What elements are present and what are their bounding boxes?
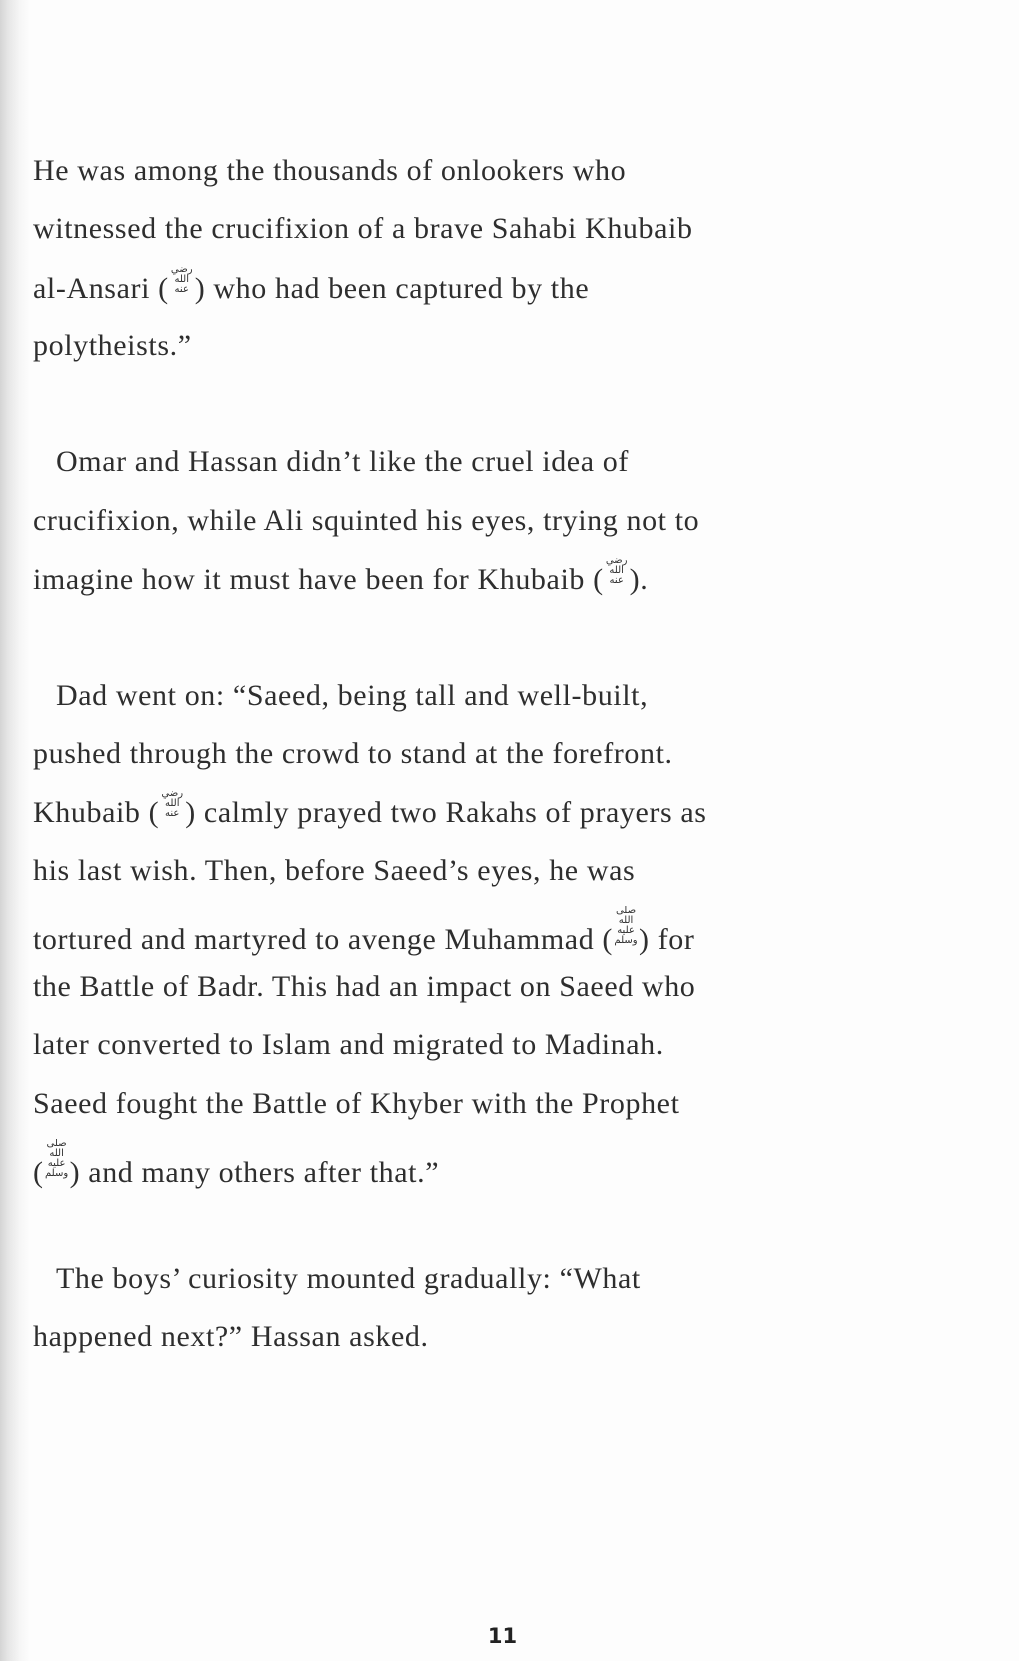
- line-text: Omar and Hassan didn’t like the cruel idea of: [56, 445, 629, 479]
- line-text: ) for: [639, 922, 695, 956]
- text-line: [33, 439, 993, 497]
- text-line: [33, 556, 993, 614]
- page-gutter-shadow: [0, 0, 30, 1661]
- paragraph-gap: [33, 1197, 993, 1255]
- line-text: later converted to Islam and migrated to Madinah.: [33, 1028, 664, 1062]
- text-line: [33, 148, 993, 206]
- line-text: al-Ansari (: [33, 271, 169, 305]
- line-text: the Battle of Badr. This had an impact on Saeed who: [33, 970, 696, 1004]
- honorific-glyph: رضي الله عنه: [161, 789, 184, 820]
- honorific-glyph: رضي الله عنه: [170, 264, 193, 295]
- line-text: imagine how it must have been for Khubaib (: [33, 563, 604, 597]
- line-text: witnessed the crucifixion of a brave Sahabi Khubaib: [33, 212, 693, 246]
- text-line: [33, 1314, 993, 1372]
- text-line: [33, 265, 993, 323]
- text-line: [33, 1081, 993, 1139]
- paragraph-gap: [33, 381, 993, 439]
- line-text: his last wish. Then, before Saeed’s eyes, he was: [33, 853, 636, 887]
- line-text: Dad went on: “Saeed, being tall and well-built,: [56, 678, 649, 712]
- line-text: tortured and martyred to avenge Muhammad (: [33, 922, 614, 956]
- text-line: [33, 848, 993, 906]
- line-text: Khubaib (: [33, 796, 160, 830]
- line-text: Saeed fought the Battle of Khyber with the Prophet: [33, 1086, 680, 1120]
- paragraph-gap: [33, 614, 993, 672]
- text-line: [33, 1256, 993, 1314]
- line-text: ) who had been captured by the: [194, 271, 590, 305]
- body-text: [33, 148, 993, 1372]
- line-text: crucifixion, while Ali squinted his eyes, trying not to: [33, 503, 700, 537]
- text-line: [33, 323, 993, 381]
- line-text: The boys’ curiosity mounted gradually: “What: [56, 1261, 641, 1295]
- line-text: polytheists.”: [33, 328, 192, 362]
- text-line: [33, 206, 993, 264]
- line-text: ) and many others after that.”: [69, 1156, 440, 1190]
- text-line: [33, 964, 993, 1022]
- text-line: [33, 1022, 993, 1080]
- text-line: [33, 789, 993, 847]
- page-number: 11: [487, 1624, 518, 1648]
- text-line: [33, 906, 993, 964]
- line-text: He was among the thousands of onlookers who: [33, 154, 627, 187]
- text-line: [33, 731, 993, 789]
- text-line: [33, 498, 993, 556]
- line-text: happened next?” Hassan asked.: [33, 1319, 429, 1353]
- honorific-glyph: رضي الله عنه: [605, 556, 628, 587]
- text-line: [33, 1139, 993, 1197]
- line-text: ).: [629, 563, 649, 597]
- line-text: pushed through the crowd to stand at the forefront.: [33, 736, 673, 770]
- line-text: ) calmly prayed two Rakahs of prayers as: [185, 796, 707, 830]
- line-text: (: [33, 1156, 44, 1190]
- honorific-glyph: صلى الله عليه وسلم: [614, 905, 638, 946]
- honorific-glyph: صلى الله عليه وسلم: [45, 1139, 69, 1180]
- text-line: [33, 673, 993, 731]
